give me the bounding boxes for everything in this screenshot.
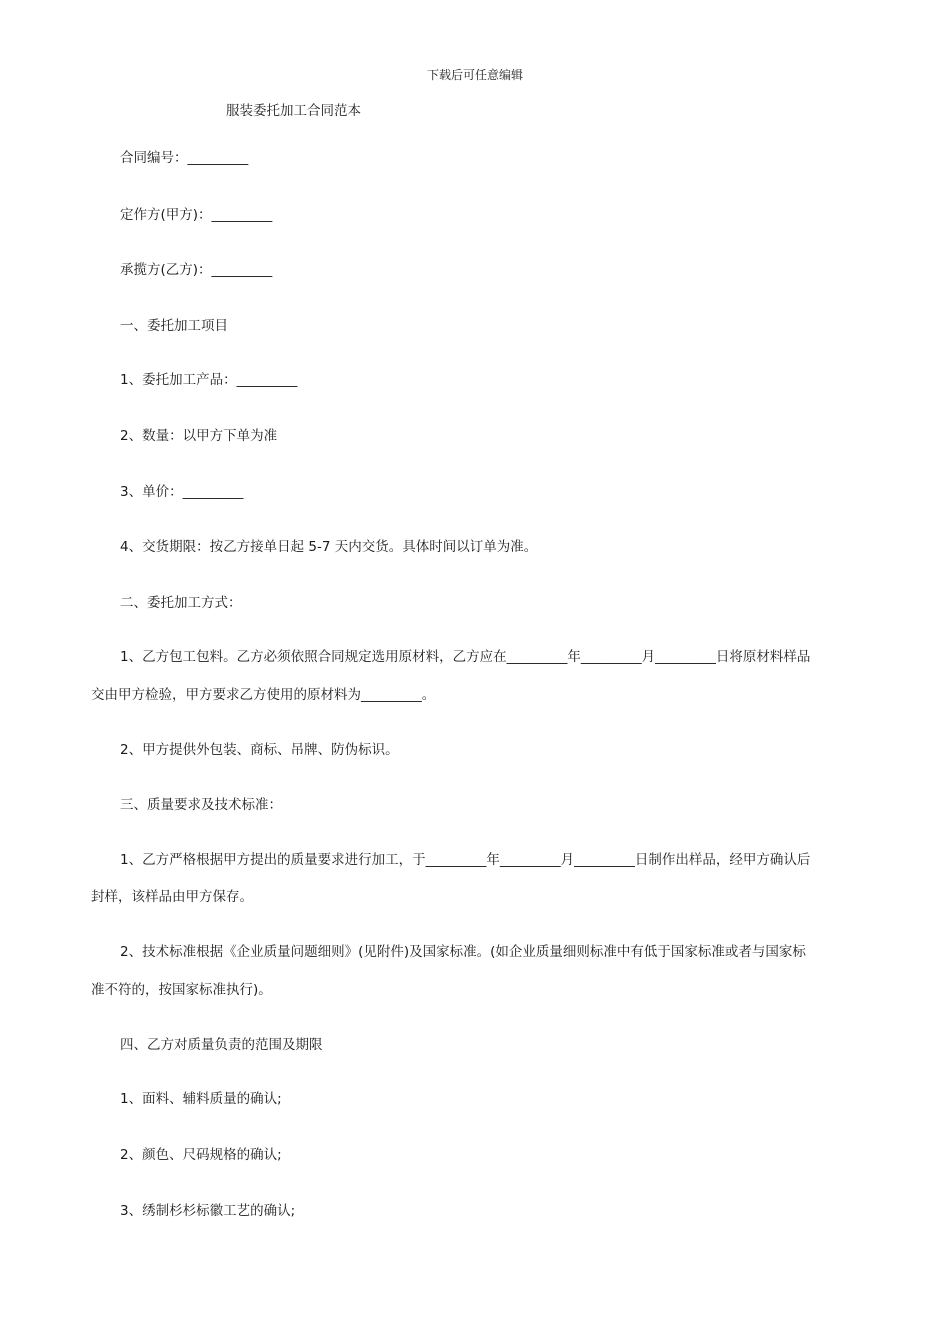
clause-4-2: 2、颜色、尺码规格的确认; [120,1147,282,1163]
document-title: 服装委托加工合同范本 [226,103,361,119]
section-heading-3: 三、质量要求及技术标准： [120,797,282,813]
clause-4-1: 1、面料、辅料质量的确认; [120,1091,282,1107]
clause-4-3: 3、绣制杉杉标徽工艺的确认; [120,1203,296,1219]
clause-2-1-line-1: 1、乙方包工包料。乙方必须依照合同规定选用原材料，乙方应在_________年_________月_________日将原材料样品 [120,649,811,665]
party-a-line: 定作方(甲方)：_________ [120,207,273,223]
clause-1-4: 4、交货期限：按乙方接单日起 5-7 天内交货。具体时间以订单为准。 [120,539,538,555]
section-heading-4: 四、乙方对质量负责的范围及期限 [120,1037,323,1053]
clause-2-2: 2、甲方提供外包装、商标、吊牌、防伪标识。 [120,742,399,758]
clause-1-1: 1、委托加工产品：_________ [120,372,298,388]
section-heading-2: 二、委托加工方式： [120,595,242,611]
clause-3-1-line-1: 1、乙方严格根据甲方提出的质量要求进行加工，于_________年_________月_________日制作出样品，经甲方确认后 [120,852,811,868]
section-heading-1: 一、委托加工项目 [120,318,228,334]
header-note: 下载后可任意编辑 [426,68,523,82]
clause-3-2-line-2: 准不符的，按国家标准执行)。 [91,982,272,998]
contract-number-line: 合同编号：_________ [120,150,249,166]
clause-1-3: 3、单价：_________ [120,484,244,500]
clause-3-1-line-2: 封样，该样品由甲方保存。 [91,889,253,905]
clause-3-2-line-1: 2、技术标准根据《企业质量问题细则》(见附件)及国家标准。(如企业质量细则标准中有低于国家标准或者与国家标 [120,944,806,960]
party-b-line: 承揽方(乙方)：_________ [120,262,273,278]
clause-1-2: 2、数量：以甲方下单为准 [120,428,278,444]
clause-2-1-line-2: 交由甲方检验，甲方要求乙方使用的原材料为_________。 [91,687,436,703]
